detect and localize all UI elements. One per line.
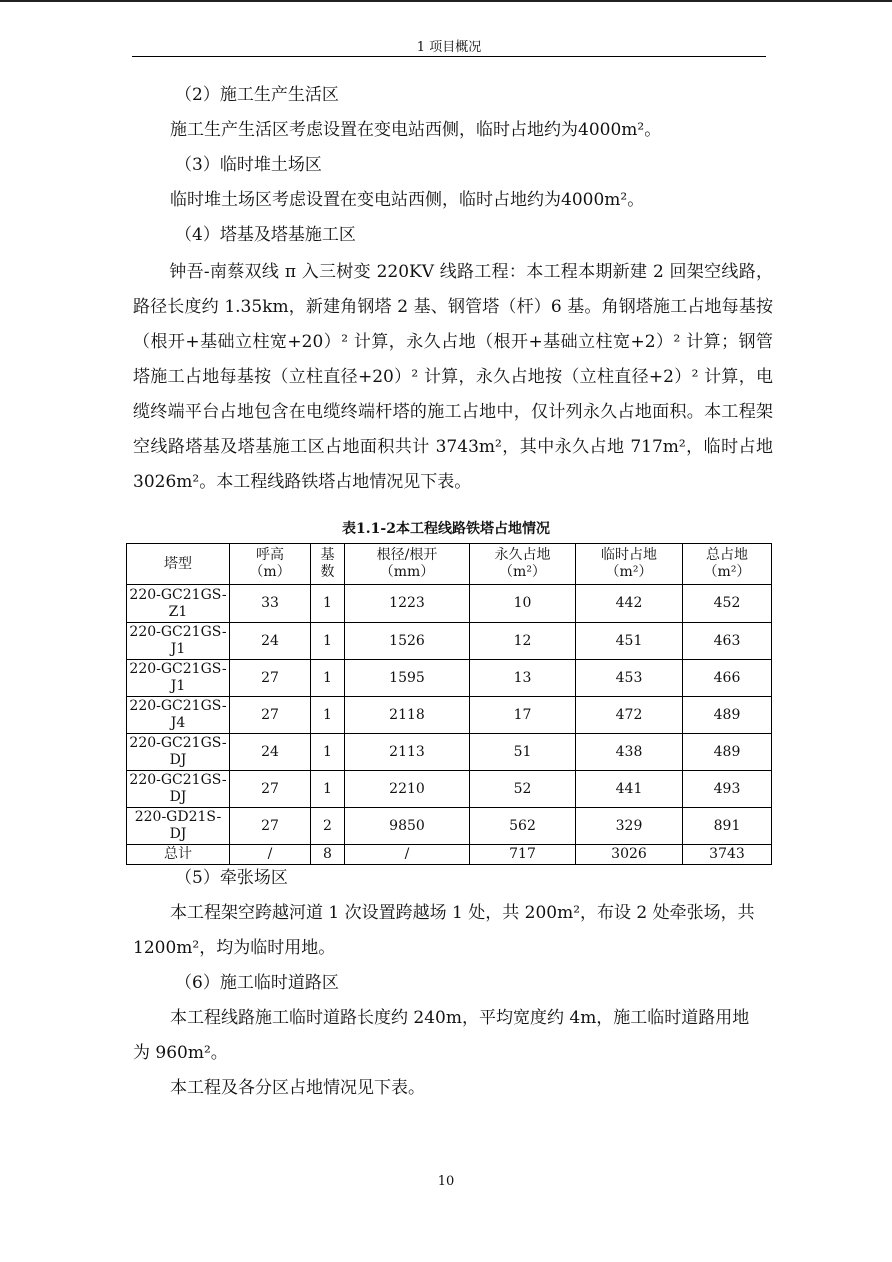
- tower-land-table: [126, 543, 772, 865]
- section-5-text-line1: 本工程架空跨越河道 1 次设置跨越场 1 处，共 200m²，布设 2 处牵张场，共: [170, 903, 755, 923]
- cell-count: 8: [311, 845, 345, 865]
- cell-permanent: 717: [470, 845, 576, 865]
- cell-height: 24: [230, 734, 311, 771]
- cell-height: 27: [230, 808, 311, 845]
- cell-permanent: 52: [470, 771, 576, 808]
- section-5-title: （5）牵张场区: [175, 868, 288, 888]
- header-height: 呼高 （m）: [230, 544, 311, 585]
- table-row: [127, 585, 772, 623]
- cell-temporary: 438: [576, 734, 683, 771]
- table-row: [127, 771, 772, 808]
- cell-count: 1: [311, 623, 345, 660]
- cell-temporary: 442: [576, 585, 683, 623]
- cell-type: 220-GC21GS-DJ: [127, 734, 230, 771]
- cell-height: 27: [230, 771, 311, 808]
- cell-type: 220-GC21GS-J1: [127, 660, 230, 697]
- cell-total: 493: [683, 771, 772, 808]
- cell-count: 1: [311, 771, 345, 808]
- header-total: 总占地 （m²）: [683, 544, 772, 585]
- table-row: [127, 660, 772, 697]
- cell-type: 220-GD21S-DJ: [127, 808, 230, 845]
- cell-permanent: 10: [470, 585, 576, 623]
- cell-count: 1: [311, 660, 345, 697]
- cell-height: 33: [230, 585, 311, 623]
- header-temporary: 临时占地 （m²）: [576, 544, 683, 585]
- closing-text: 本工程及各分区占地情况见下表。: [170, 1078, 425, 1098]
- table-header-row: [127, 544, 772, 585]
- table-row: [127, 697, 772, 734]
- section-3-text: 临时堆土场区考虑设置在变电站西侧，临时占地约为4000m²。: [170, 190, 645, 210]
- cell-permanent: 17: [470, 697, 576, 734]
- cell-root: 9850: [345, 808, 470, 845]
- cell-count: 2: [311, 808, 345, 845]
- table-row: [127, 808, 772, 845]
- cell-type: 220-GC21GS-DJ: [127, 771, 230, 808]
- cell-height: 27: [230, 697, 311, 734]
- section-3-title: （3）临时堆土场区: [175, 155, 322, 175]
- cell-count: 1: [311, 697, 345, 734]
- cell-permanent: 51: [470, 734, 576, 771]
- section-4-text: 钟吾-南蔡双线 π 入三树变 220KV 线路工程：本工程本期新建 2 回架空线路，路径长度约 1.35km，新建角钢塔 2 基、钢管塔（杆）6 基。角钢塔施工占地每基按（根开+基础立柱宽+20）² 计算，永久占地（根开+基础立柱宽+2）² 计算；钢管塔施工占地每基按（立柱直径+20）² 计算，永久占地按（立柱直径+2）² 计算，电缆终端平台占地包含在电缆终端杆塔的施工占地中，仅计列永久占地面积。本工程架空线路塔基及塔基施工区占地面积共计 3743m²，其中永久占地 717m²，临时占地 3026m²。本工程线路铁塔占地情况见下表。: [133, 262, 773, 492]
- cell-type: 220-GC21GS-J4: [127, 697, 230, 734]
- cell-temporary: 3026: [576, 845, 683, 865]
- section-2-text: 施工生产生活区考虑设置在变电站西侧，临时占地约为4000m²。: [170, 120, 662, 140]
- cell-root: 1595: [345, 660, 470, 697]
- cell-permanent: 562: [470, 808, 576, 845]
- cell-total: 3743: [683, 845, 772, 865]
- cell-root: /: [345, 845, 470, 865]
- cell-temporary: 453: [576, 660, 683, 697]
- section-5-text-line2: 1200m²，均为临时用地。: [133, 938, 336, 958]
- cell-total: 489: [683, 734, 772, 771]
- cell-total: 466: [683, 660, 772, 697]
- table-row: [127, 734, 772, 771]
- section-6-text-line2: 为 960m²。: [133, 1043, 228, 1063]
- header-permanent: 永久占地 （m²）: [470, 544, 576, 585]
- cell-type: 总计: [127, 845, 230, 865]
- cell-count: 1: [311, 734, 345, 771]
- cell-total: 891: [683, 808, 772, 845]
- cell-total: 489: [683, 697, 772, 734]
- cell-height: 27: [230, 660, 311, 697]
- header-type: 塔型: [127, 544, 230, 585]
- cell-temporary: 472: [576, 697, 683, 734]
- cell-root: 1526: [345, 623, 470, 660]
- section-4-title: （4）塔基及塔基施工区: [175, 225, 356, 245]
- section-6-title: （6）施工临时道路区: [175, 973, 339, 993]
- cell-temporary: 451: [576, 623, 683, 660]
- section-2-title: （2）施工生产生活区: [175, 85, 339, 105]
- running-header: 1 项目概况: [416, 40, 482, 55]
- cell-root: 2113: [345, 734, 470, 771]
- cell-height: 24: [230, 623, 311, 660]
- section-6-text-line1: 本工程线路施工临时道路长度约 240m，平均宽度约 4m，施工临时道路用地: [170, 1008, 750, 1028]
- header-root: 根径/根开 （mm）: [345, 544, 470, 585]
- table-row: [127, 623, 772, 660]
- cell-temporary: 329: [576, 808, 683, 845]
- section-4-paragraph: [133, 255, 773, 500]
- cell-temporary: 441: [576, 771, 683, 808]
- cell-permanent: 12: [470, 623, 576, 660]
- cell-total: 452: [683, 585, 772, 623]
- header-count: 基 数: [311, 544, 345, 585]
- cell-type: 220-GC21GS-J1: [127, 623, 230, 660]
- page-top-border: [0, 0, 892, 2]
- cell-root: 2118: [345, 697, 470, 734]
- cell-count: 1: [311, 585, 345, 623]
- cell-total: 463: [683, 623, 772, 660]
- page-number: 10: [437, 1174, 455, 1189]
- cell-height: /: [230, 845, 311, 865]
- cell-root: 1223: [345, 585, 470, 623]
- cell-permanent: 13: [470, 660, 576, 697]
- table-caption: 表1.1-2本工程线路铁塔占地情况: [342, 521, 550, 537]
- cell-type: 220-GC21GS-Z1: [127, 585, 230, 623]
- header-rule: [132, 56, 766, 57]
- cell-root: 2210: [345, 771, 470, 808]
